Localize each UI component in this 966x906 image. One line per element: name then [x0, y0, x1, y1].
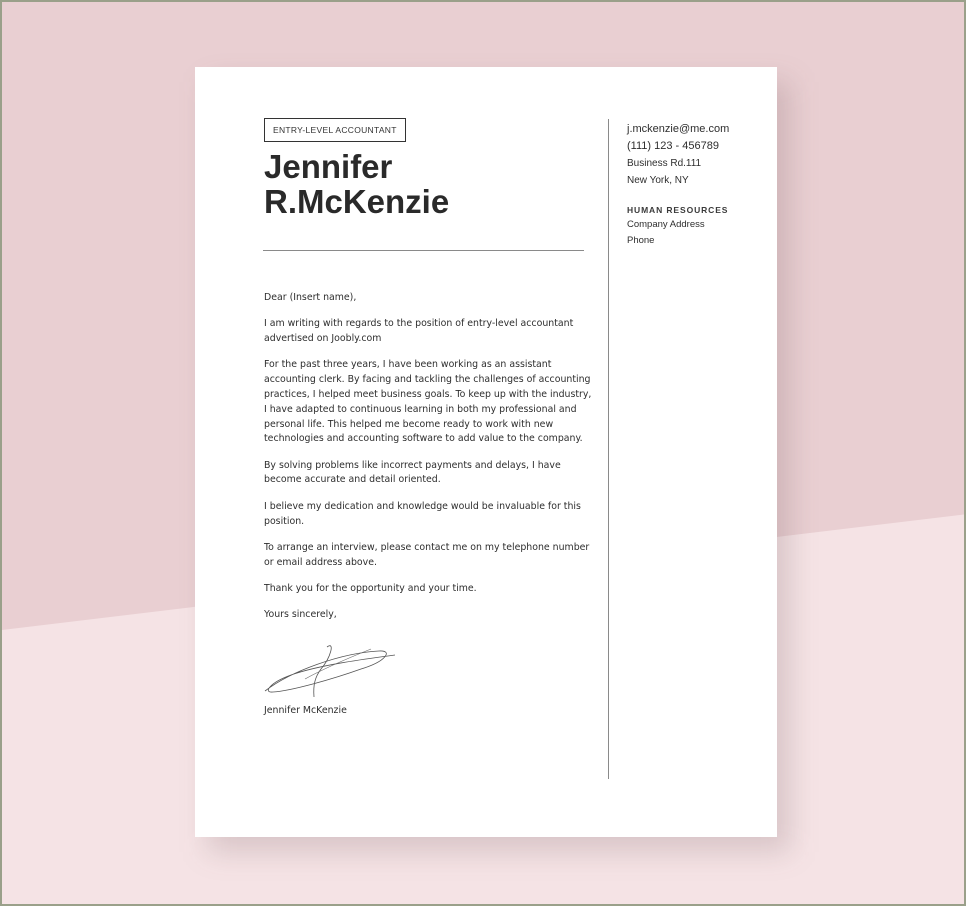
contact-block — [627, 121, 767, 189]
letter-paragraph: To arrange an interview, please contact me on my telephone number or email address above. — [264, 541, 590, 568]
signature-name: Jennifer McKenzie — [264, 705, 347, 716]
recipient-title: HUMAN RESOURCES — [627, 205, 729, 215]
letter-paragraph: For the past three years, I have been working as an assistant accounting clerk. By facing and tackling the challenges of accounting practices, I helped meet business goals. To keep up with the industry, I have adapted to continuous learning in both my professional and personal life. This helped me become ready to work with new technologies and accounting software to add value to the company. — [264, 359, 592, 445]
letter-paragraph: Thank you for the opportunity and your time. — [264, 582, 477, 594]
recipient-address: Company Address — [627, 219, 705, 230]
contact-address-line1: Business Rd.111 — [627, 158, 702, 169]
contact-email: j.mckenzie@me.com — [627, 123, 730, 135]
closing: Yours sincerely, — [264, 609, 337, 621]
name-first-line: Jennifer — [264, 148, 393, 185]
letter-body — [264, 291, 594, 635]
column-divider — [608, 119, 609, 779]
sidebar — [627, 121, 767, 249]
greeting: Dear (Insert name), — [264, 292, 357, 303]
name-second-line: R.McKenzie — [264, 183, 450, 220]
letter-paragraph: I believe my dedication and knowledge would be invaluable for this position. — [264, 500, 581, 527]
contact-phone: (111) 123 - 456789 — [627, 140, 719, 152]
applicant-name — [264, 149, 564, 219]
signature-graphic — [261, 639, 401, 699]
recipient-phone: Phone — [627, 235, 655, 246]
job-title-tag: ENTRY-LEVEL ACCOUNTANT — [264, 118, 406, 142]
letter-paragraph: I am writing with regards to the position of entry-level accountant advertised on Joobly.com — [264, 318, 574, 345]
letter-page — [195, 67, 777, 837]
letter-paragraph: By solving problems like incorrect payments and delays, I have become accurate and detail oriented. — [264, 459, 561, 486]
header-divider — [263, 250, 584, 251]
contact-address-line2: New York, NY — [627, 175, 689, 186]
